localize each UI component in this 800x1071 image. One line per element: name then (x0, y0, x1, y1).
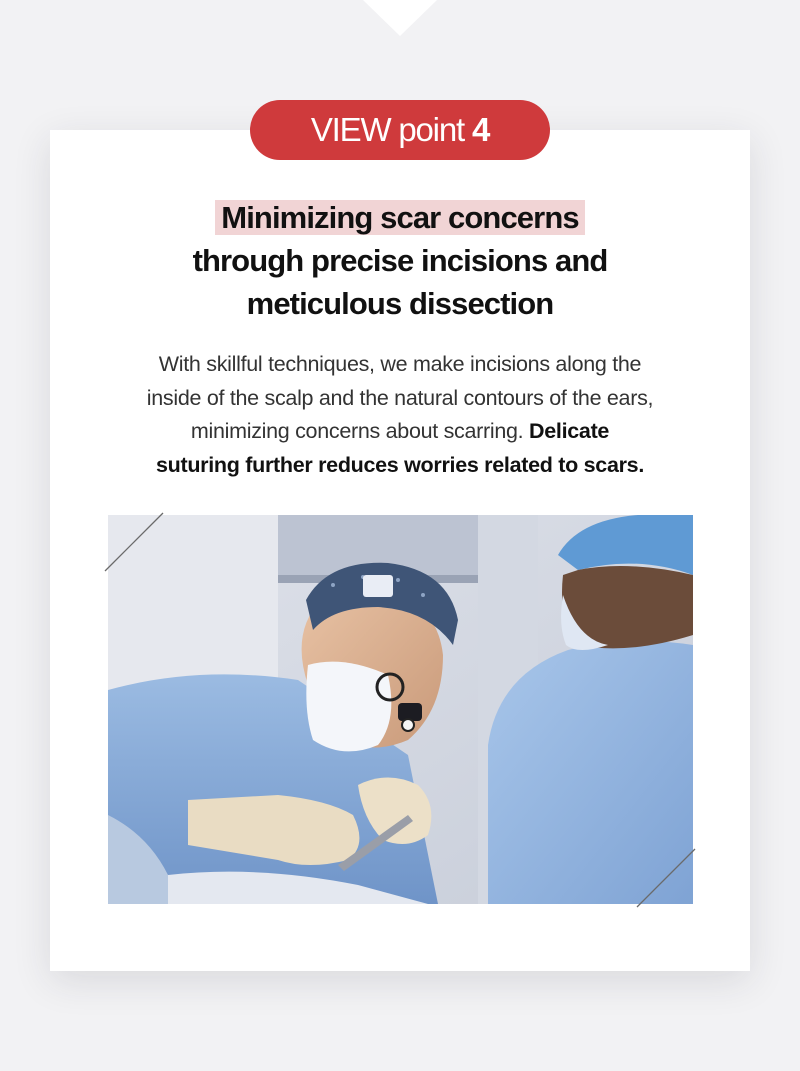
view-point-badge (250, 100, 550, 160)
surgeons-operating-photo (108, 515, 693, 904)
photo-corner-accent-top-left (104, 512, 164, 572)
description-text (50, 348, 750, 482)
body-line-2: inside of the scalp and the natural contours of the ears, (146, 385, 654, 410)
body-line-1: With skillful techniques, we make incisions along the (158, 352, 642, 376)
photo-corner-accent-bottom-right (636, 848, 696, 908)
body-line-4: suturing further reduces worries related to scars. (155, 452, 644, 477)
badge-label: VIEW point (310, 111, 464, 148)
body-line-3 (50, 415, 750, 449)
badge-number: 4 (471, 111, 490, 148)
headline-highlight: Minimizing scar concerns (215, 200, 584, 235)
section-headline (50, 196, 750, 325)
top-notch-arrow (363, 0, 437, 36)
headline-line-3: meticulous dissection (246, 286, 554, 321)
headline-line-2: through precise incisions and (192, 243, 608, 278)
body-line-3-text: minimizing concerns about scarring. (190, 419, 524, 443)
body-line-3-strong: Delicate (529, 419, 610, 443)
